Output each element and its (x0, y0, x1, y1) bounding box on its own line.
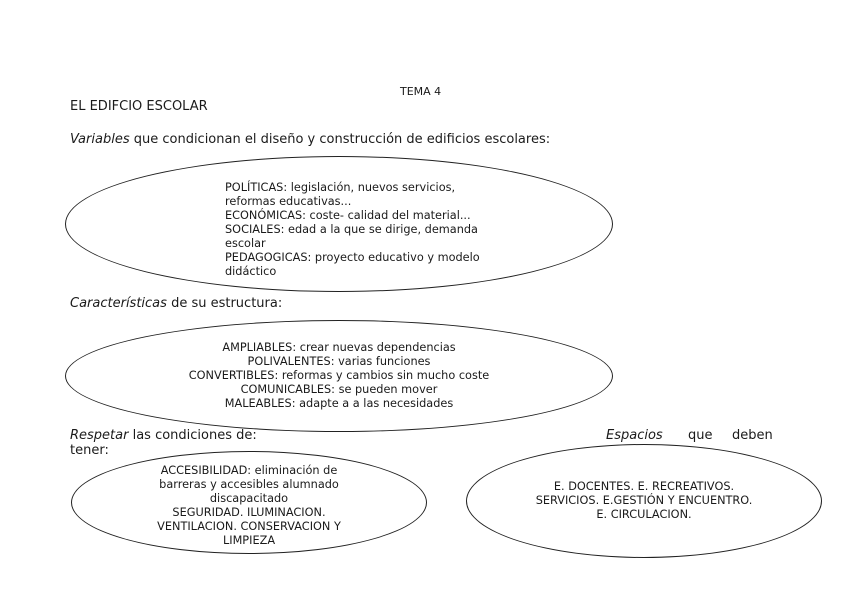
caracteristicas-ellipse (65, 320, 613, 432)
respetar-line: ACCESIBILIDAD: eliminación de (160, 464, 338, 477)
document-title: EL EDIFCIO ESCOLAR (70, 99, 208, 114)
variables-text (225, 181, 480, 278)
caracteristicas-line: POLIVALENTES: varias funciones (247, 355, 431, 368)
caracteristicas-line: MALEABLES: adapte a a las necesidades (224, 397, 454, 410)
caracteristicas-heading (70, 296, 282, 311)
caracteristicas-line: AMPLIABLES: crear nuevas dependencias (222, 341, 456, 354)
variables-heading-italic: Variables (70, 132, 130, 147)
espacios-heading-word2: deben (732, 428, 773, 443)
espacios-text (467, 480, 821, 522)
variables-line: POLÍTICAS: legislación, nuevos servicios, (225, 181, 456, 194)
espacios-line: SERVICIOS. E.GESTIÓN Y ENCUENTRO. (535, 494, 753, 507)
respetar-line: VENTILACION. CONSERVACION Y (157, 520, 341, 533)
variables-heading-rest: que condicionan el diseño y construcción de edificios escolares: (129, 132, 551, 147)
variables-line: didáctico (225, 265, 277, 278)
espacios-heading-italic (606, 428, 663, 443)
caracteristicas-line: COMUNICABLES: se pueden mover (240, 383, 438, 396)
variables-line: SOCIALES: edad a la que se dirige, demanda (225, 223, 478, 236)
caracteristicas-heading-rest: de su estructura: (166, 296, 283, 311)
espacios-heading-word1: que (688, 428, 713, 443)
respetar-heading-rest: las condiciones de: (128, 428, 257, 443)
respetar-heading (70, 428, 257, 443)
respetar-line: LIMPIEZA (222, 534, 276, 547)
variables-line: PEDAGOGICAS: proyecto educativo y modelo (225, 251, 480, 264)
variables-heading (70, 132, 550, 147)
variables-line: reformas educativas... (225, 195, 352, 208)
respetar-heading-italic: Respetar (70, 428, 129, 443)
espacios-ellipse (466, 444, 822, 558)
caracteristicas-text (66, 341, 612, 411)
respetar-line: discapacitado (209, 492, 289, 505)
variables-line: escolar (225, 237, 266, 250)
caracteristicas-heading-italic: Características (70, 296, 167, 311)
respetar-text (72, 464, 426, 547)
espacios-line: E. CIRCULACION. (596, 508, 692, 521)
respetar-heading-line2: tener: (70, 443, 109, 458)
respetar-line: barreras y accesibles alumnado (159, 478, 339, 491)
respetar-ellipse (71, 451, 427, 554)
respetar-line: SEGURIDAD. ILUMINACION. (172, 506, 326, 519)
espacios-heading-italic-text: Espacios (606, 428, 663, 443)
tema-label: TEMA 4 (400, 85, 442, 98)
variables-ellipse (65, 156, 613, 292)
espacios-line: E. DOCENTES. E. RECREATIVOS. (553, 480, 735, 493)
variables-line: ECONÓMICAS: coste- calidad del material... (225, 209, 471, 222)
caracteristicas-line: CONVERTIBLES: reformas y cambios sin mucho coste (188, 369, 490, 382)
